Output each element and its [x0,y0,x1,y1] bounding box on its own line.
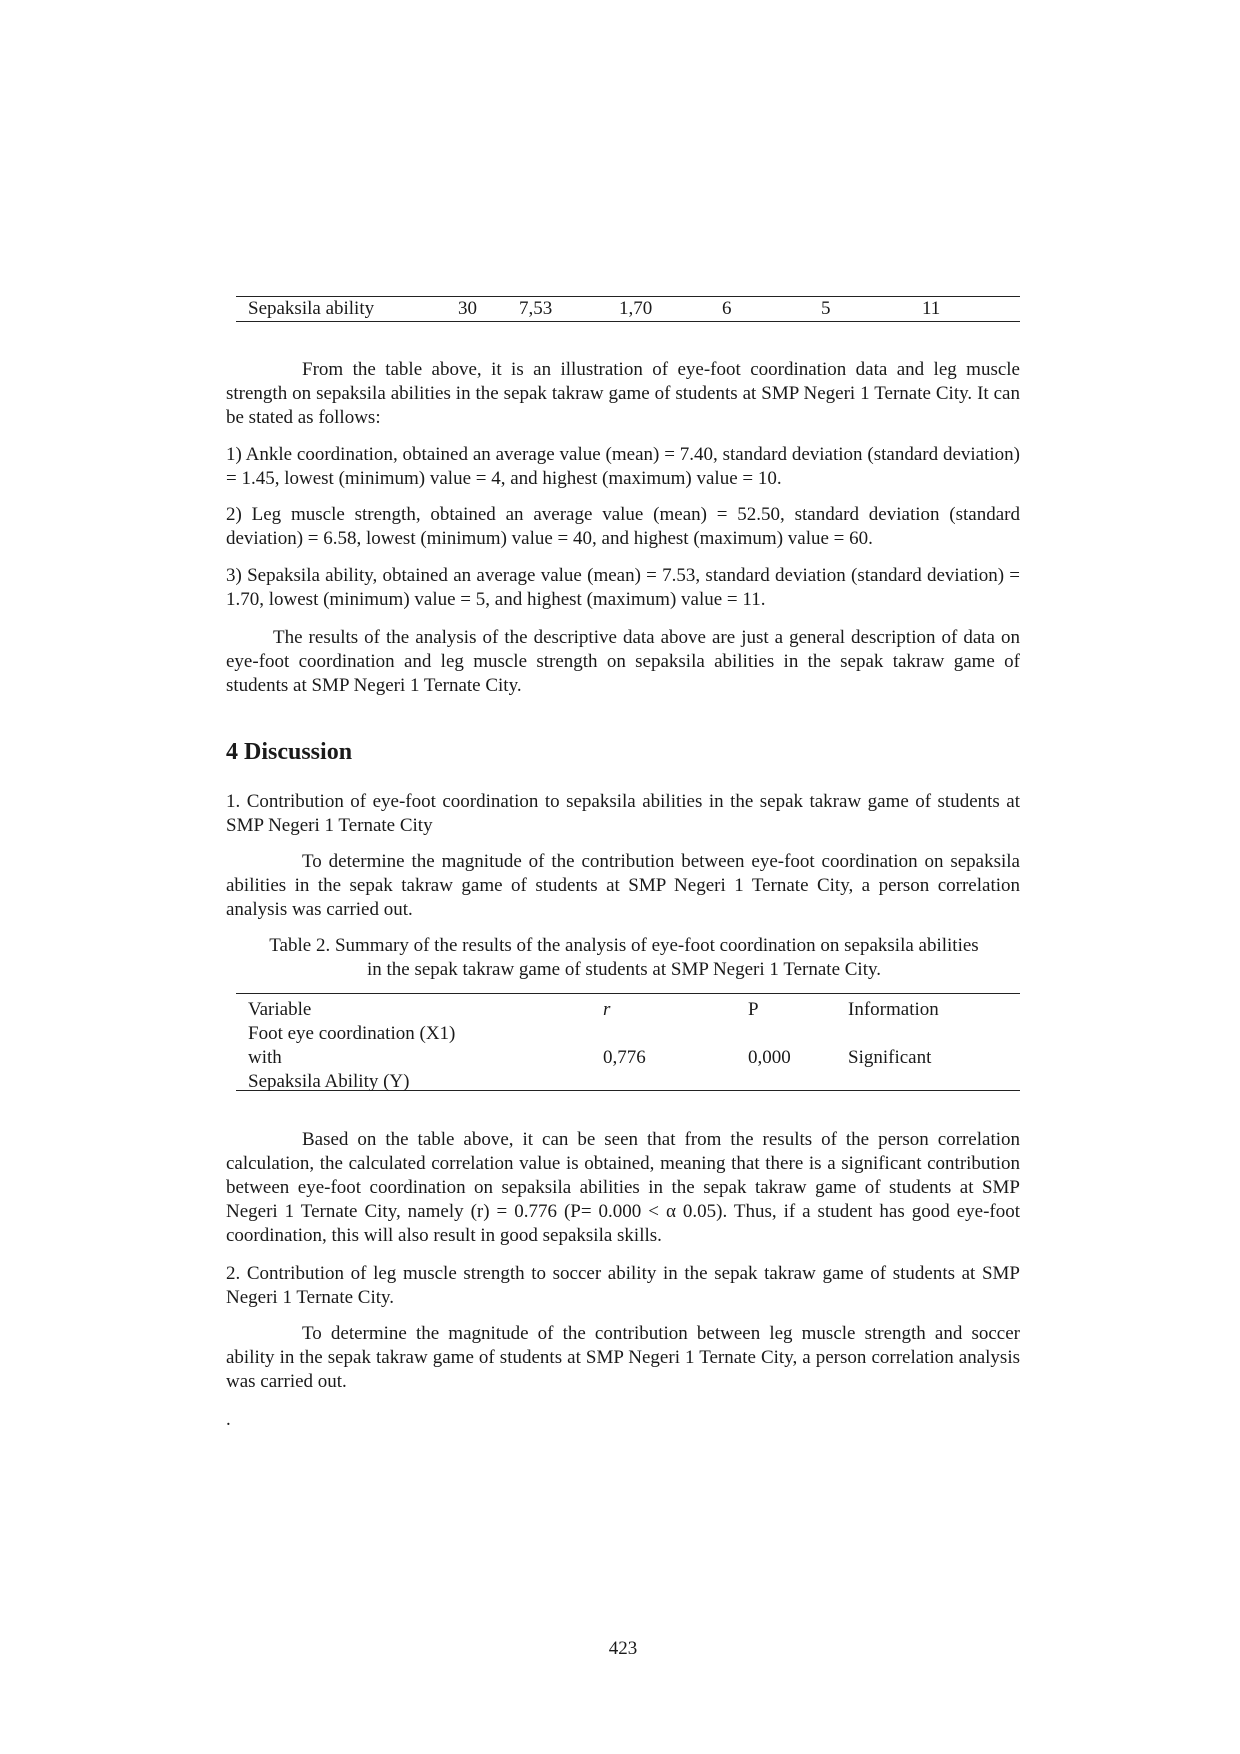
paragraph-summary: The results of the analysis of the descriptive data above are just a general description of data on eye-foot coordination and leg muscle strength on sepaksila abilities in the sepak takraw game of students at SMP Negeri 1 Ternate City. [226,627,1020,696]
table2-p-value: 0,000 [748,1047,791,1068]
paragraph-intro: From the table above, it is an illustration of eye-foot coordination data and leg muscle strength on sepaksila abilities in the sepak takraw game of students at SMP Negeri 1 Ternate City. It can be stated as follows: [226,359,1020,428]
table1-last-row [236,296,1020,322]
table2-caption-line1: Table 2. Summary of the results of the analysis of eye-foot coordination on sepaksila abilities [269,935,979,956]
paragraph-method-1: To determine the magnitude of the contribution between eye-foot coordination on sepaksila abilities in the sepak takraw game of students at SMP Negeri 1 Ternate City, a person correlation analysis was carried out. [226,851,1020,920]
paragraph-result-1: Based on the table above, it can be seen that from the results of the person correlation calculation, the calculated correlation value is obtained, meaning that there is a significant contribution between eye-foot coordination on sepaksila abilities in the sepak takraw game of students at SMP Negeri 1 Ternate City, namely (r) = 0.776 (P= 0.000 < α 0.05). Thus, if a student has good eye-foot coordination, this will also result in good sepaksila skills. [226,1129,1020,1246]
section-heading: 4 Discussion [226,739,353,765]
subheading-1: 1. Contribution of eye-foot coordination to sepaksila abilities in the sepak takraw game of students at SMP Negeri 1 Ternate City [226,791,1020,836]
table1-variable: Sepaksila ability [248,298,375,319]
table2-header-r: r [603,999,611,1020]
paragraph-item-3: 3) Sepaksila ability, obtained an average value (mean) = 7.53, standard deviation (standard deviation) = 1.70, lowest (minimum) value = 5, and highest (maximum) value = 11. [226,565,1020,610]
table2-r-value: 0,776 [603,1047,646,1068]
table1-median: 6 [722,298,732,319]
table2-variable-line2: with [248,1047,282,1068]
table2-variable-line1: Foot eye coordination (X1) [248,1023,456,1044]
table2-header-variable: Variable [248,999,312,1020]
subheading-2: 2. Contribution of leg muscle strength to soccer ability in the sepak takraw game of students at SMP Negeri 1 Ternate City. [226,1263,1020,1308]
table1-n: 30 [458,298,477,319]
table1-min: 5 [821,298,831,319]
table1-max: 11 [922,298,941,319]
table2 [236,993,1020,1091]
paragraph-item-2: 2) Leg muscle strength, obtained an average value (mean) = 52.50, standard deviation (standard deviation) = 6.58, lowest (minimum) value = 40, and highest (maximum) value = 60. [226,504,1020,549]
table1-mean: 7,53 [519,298,553,319]
stray-dot: . [226,1409,231,1430]
page [226,0,1020,1754]
table1-sd: 1,70 [619,298,653,319]
table2-information-value: Significant [848,1047,932,1068]
table2-variable-line3: Sepaksila Ability (Y) [248,1071,410,1092]
table2-header-p: P [748,999,759,1020]
table2-caption-line2: in the sepak takraw game of students at SMP Negeri 1 Ternate City. [366,959,881,980]
paragraph-item-1: 1) Ankle coordination, obtained an average value (mean) = 7.40, standard deviation (standard deviation) = 1.45, lowest (minimum) value = 4, and highest (maximum) value = 10. [226,444,1020,489]
paragraph-method-2: To determine the magnitude of the contribution between leg muscle strength and soccer ability in the sepak takraw game of students at SMP Negeri 1 Ternate City, a person correlation analysis was carried out. [226,1323,1020,1392]
table2-header-information: Information [848,999,939,1020]
page-number: 423 [608,1638,638,1659]
